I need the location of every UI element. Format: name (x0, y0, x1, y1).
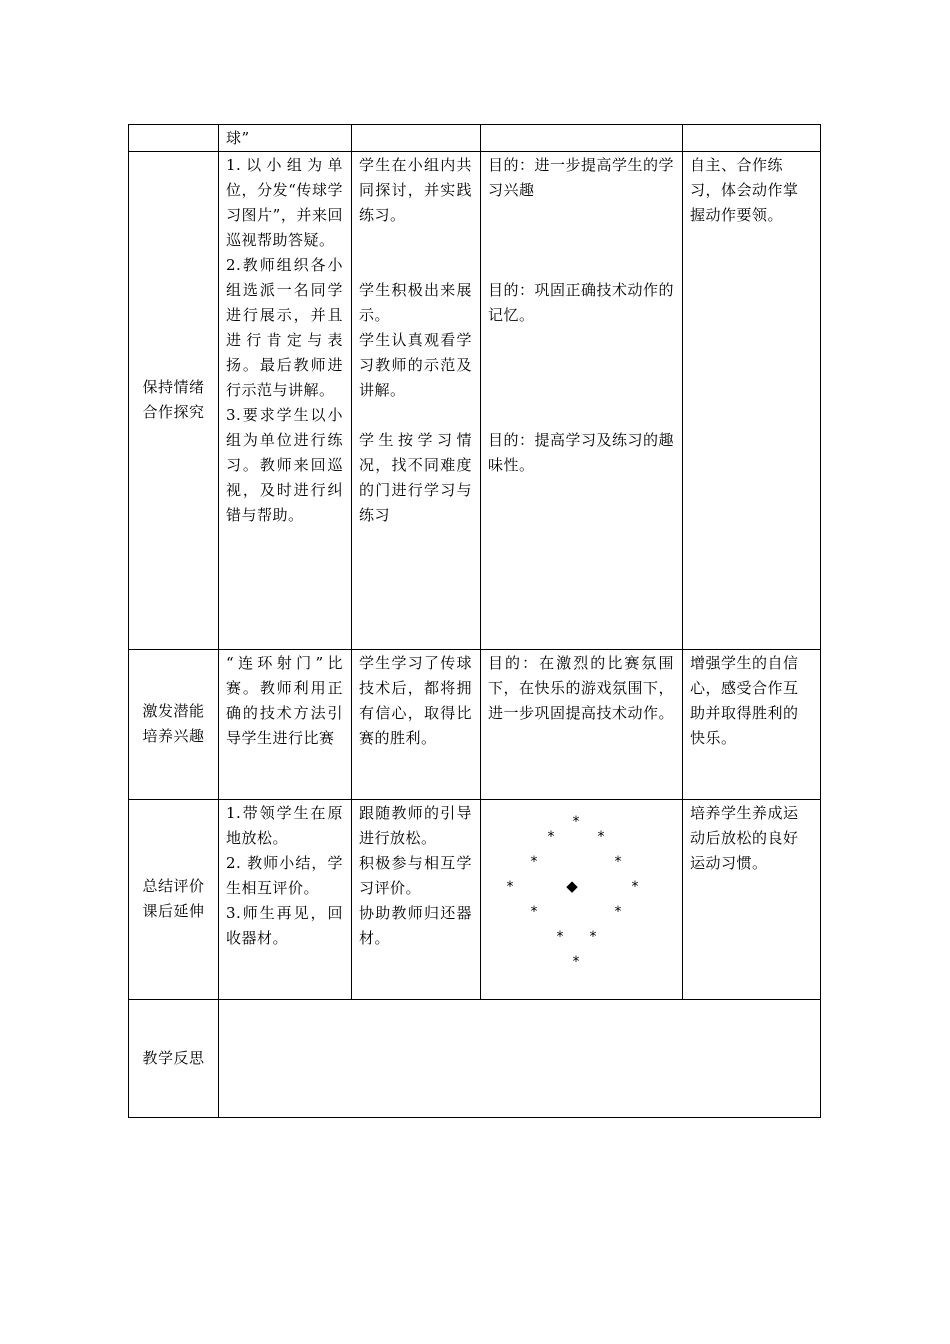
row3-teacher-step-3: 3.师生再见，回收器材。 (226, 904, 343, 947)
row1-intent (682, 151, 821, 228)
student-marker: * (614, 904, 622, 920)
row4-phase-label (129, 999, 218, 1117)
row1-student-activity (351, 151, 480, 528)
row1-student-step-1: 学生在小组内共同探讨，并实践练习。 (359, 156, 472, 224)
row1-purpose-3: 目的：提高学习及练习的趣味性。 (488, 431, 675, 474)
student-marker: * (556, 929, 564, 945)
student-marker: * (530, 904, 538, 920)
row2-student-text: 学生学习了传球技术后，都将拥有信心，取得比赛的胜利。 (359, 654, 472, 747)
row1-teacher-step-1: 1.以小组为单位，分发“传球学习图片”，并来回巡视帮助答疑。 (226, 156, 343, 249)
row3-teacher-activity (218, 799, 351, 951)
row2-purpose-text: 目的：在激烈的比赛氛围下，在快乐的游戏氛围下，进一步巩固提高技术动作。 (488, 654, 675, 722)
student-marker: * (597, 829, 605, 845)
row2-student-activity (351, 649, 480, 751)
row3-intent (682, 799, 821, 876)
row0-activity-cell (218, 124, 351, 151)
row3-intent-text: 培养学生养成运动后放松的良好运动习惯。 (690, 804, 799, 872)
row0-activity-text: 球” (226, 129, 250, 147)
row1-intent-text: 自主、合作练习，体会动作掌握动作要领。 (690, 156, 799, 224)
row1-purpose-2: 目的：巩固正确技术动作的记忆。 (488, 281, 675, 324)
student-marker: * (572, 954, 580, 970)
row1-purpose-1: 目的：进一步提高学生的学习兴趣 (488, 156, 675, 199)
reflection-content[interactable] (218, 999, 821, 1117)
row1-student-step-2: 学生积极出来展示。 (359, 281, 472, 324)
row3-phase-text: 总结评价课后延伸 (142, 877, 205, 920)
row1-purpose (480, 151, 682, 478)
row2-teacher-activity (218, 649, 351, 751)
teacher-marker: ◆ (566, 877, 578, 895)
student-marker: * (631, 879, 639, 895)
row1-phase-text: 保持情绪合作探究 (142, 378, 205, 421)
row3-teacher-step-2: 2. 教师小结，学生相互评价。 (226, 854, 343, 897)
row1-teacher-activity (218, 151, 351, 528)
row2-intent (682, 649, 821, 751)
row3-student-activity (351, 799, 480, 951)
student-marker: * (589, 929, 597, 945)
row2-teacher-text: “连环射门”比赛。教师利用正确的技术方法引导学生进行比赛 (226, 654, 343, 747)
row4-phase-text: 教学反思 (142, 1048, 205, 1067)
formation-diagram (480, 800, 682, 998)
row3-student-step-1: 跟随教师的引导进行放松。 (359, 804, 472, 847)
student-marker: * (572, 814, 580, 830)
row2-purpose (480, 649, 682, 726)
row3-phase-label (129, 799, 218, 999)
row3-student-step-2: 积极参与相互学习评价。 (359, 854, 472, 897)
row1-teacher-step-2: 2.教师组织各小组选派一名同学进行展示，并且进行肯定与表扬。最后教师进行示范与讲解。 (226, 256, 343, 399)
student-marker: * (547, 829, 555, 845)
row1-phase-label (129, 151, 218, 649)
row1-teacher-step-3: 3.要求学生以小组为单位进行练习。教师来回巡视，及时进行纠错与帮助。 (226, 406, 343, 524)
student-marker: * (530, 854, 538, 870)
row3-student-step-3: 协助教师归还器材。 (359, 904, 472, 947)
row2-phase-text: 激发潜能培养兴趣 (142, 702, 205, 745)
row1-student-step-4: 学生按学习情况，找不同难度的门进行学习与练习 (359, 431, 472, 524)
row3-teacher-step-1: 1.带领学生在原地放松。 (226, 804, 343, 847)
row2-phase-label (129, 649, 218, 799)
student-marker: * (506, 879, 514, 895)
row1-student-step-3: 学生认真观看学习教师的示范及讲解。 (359, 331, 472, 399)
row2-intent-text: 增强学生的自信心，感受合作互助并取得胜利的快乐。 (690, 654, 799, 747)
student-marker: * (614, 854, 622, 870)
